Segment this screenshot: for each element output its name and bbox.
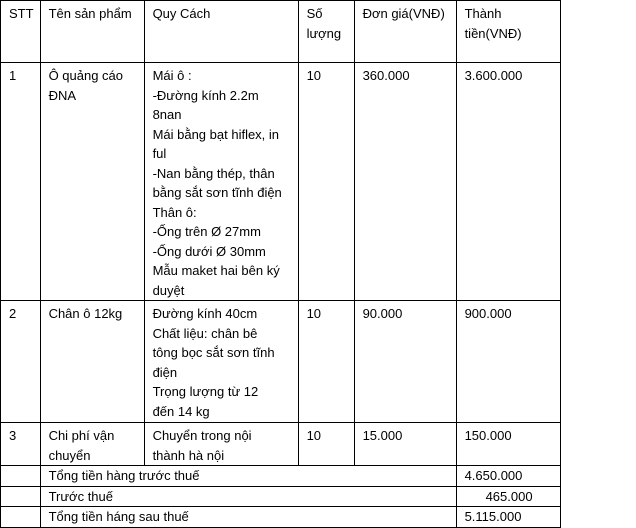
summary-empty-cell [1,507,41,528]
summary-row-grand-total [1,507,561,528]
summary-label: Trước thuế [40,486,456,507]
summary-row-tax [1,486,561,507]
header-row [1,1,561,63]
header-quantity: Số lượng [298,1,354,63]
row-total: 3.600.000 [456,63,560,301]
summary-empty-cell [1,466,41,487]
row-total: 900.000 [456,301,560,423]
row-product-name: Ô quảng cáo ĐNA [40,63,144,301]
row-unit-price: 15.000 [354,423,456,466]
row-quantity: 10 [298,63,354,301]
header-total: Thành tiền(VNĐ) [456,1,560,63]
header-product-name: Tên sản phẩm [40,1,144,63]
row-stt: 1 [1,63,41,301]
summary-value: 465.000 [456,486,560,507]
summary-label: Tổng tiền hàng trước thuế [40,466,456,487]
row-quantity: 10 [298,301,354,423]
summary-value: 5.115.000 [456,507,560,528]
header-specification: Quy Cách [144,1,298,63]
table-row [1,63,561,301]
summary-row-subtotal [1,466,561,487]
table-row [1,301,561,423]
row-stt: 2 [1,301,41,423]
row-specification: Chuyển trong nội thành hà nội [144,423,298,466]
row-unit-price: 90.000 [354,301,456,423]
row-specification: Đường kính 40cm Chất liệu: chân bê tông bọc sắt sơn tĩnh điện Trọng lượng từ 12 đến 14 kg [144,301,298,423]
row-product-name: Chân ô 12kg [40,301,144,423]
row-product-name: Chi phí vận chuyển [40,423,144,466]
summary-label: Tổng tiền háng sau thuế [40,507,456,528]
row-unit-price: 360.000 [354,63,456,301]
header-stt: STT [1,1,41,63]
row-total: 150.000 [456,423,560,466]
header-unit-price: Đơn giá(VNĐ) [354,1,456,63]
summary-empty-cell [1,486,41,507]
table-row [1,423,561,466]
summary-value: 4.650.000 [456,466,560,487]
row-quantity: 10 [298,423,354,466]
row-specification: Mái ô : -Đường kính 2.2m 8nan Mái bằng bạt hiflex, in ful -Nan bằng thép, thân bằng sắt sơn tĩnh điện Thân ô: -Ống trên Ø 27mm -Ống dưới Ø 30mm Mẫu maket hai bên ký duyệt [144,63,298,301]
row-stt: 3 [1,423,41,466]
